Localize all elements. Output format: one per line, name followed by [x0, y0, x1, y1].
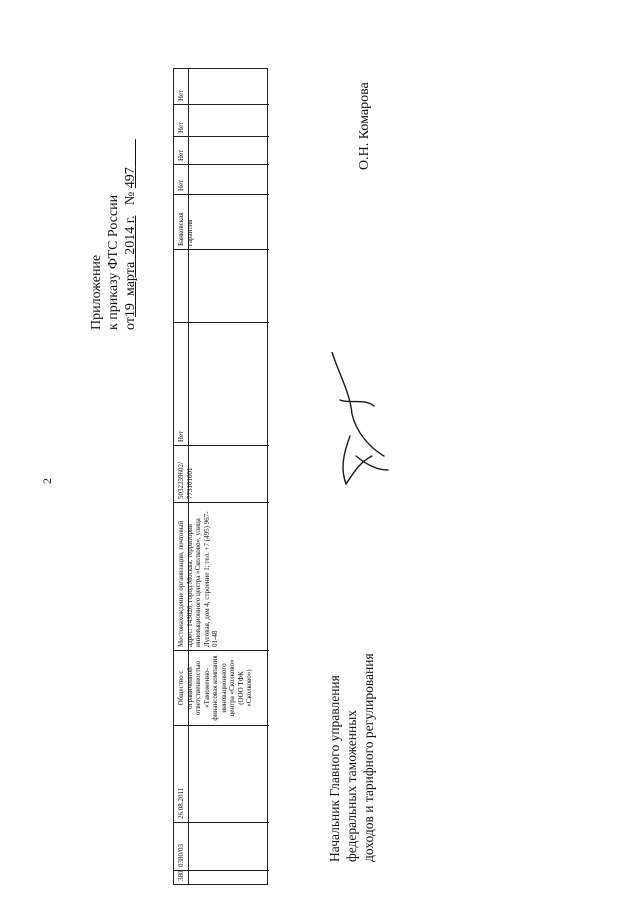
- signer-title-line3: доходов и тарифного регулирования: [361, 653, 376, 862]
- appendix-order-ref: к приказу ФТС России: [106, 194, 121, 330]
- order-month: марта: [123, 261, 138, 297]
- signer-title-line1: Начальник Главного управления: [327, 675, 342, 862]
- cell-address: Местонахождение организации, почтовый адрес: 143026, город Москва, территория инновационного центра «Сколково», улица Луговая, дом 4, строение 1; тел. +7 (495) 967-01-48: [174, 502, 269, 650]
- registry-table: [173, 68, 268, 885]
- appendix-header: [88, 139, 139, 330]
- cell-flag-1: Нет: [174, 164, 269, 194]
- cell-registry-number: 0380/03: [174, 822, 269, 870]
- order-year: 2014: [123, 226, 138, 255]
- cell-empty: [174, 249, 269, 322]
- cell-branches: Нет: [174, 322, 269, 445]
- appendix-date-line: от19 марта 2014 г. № 497: [123, 167, 138, 330]
- cell-flag-4: Нет: [177, 89, 185, 101]
- cell-flag-3: Нет: [174, 104, 269, 136]
- appendix-title: Приложение: [89, 254, 104, 330]
- signer-title-line2: федеральных таможенных: [344, 709, 359, 862]
- order-number: 497: [123, 167, 138, 189]
- cell-inn-kpp: 5032239602/ 773101001: [174, 445, 269, 502]
- order-day: 19: [123, 303, 138, 318]
- cell-security-type: Банковская гарантия: [174, 194, 269, 249]
- signer-name: О.Н. Комарова: [357, 82, 372, 170]
- cell-organization-name: Общество с ограниченной ответственностью «Таможенно-финансовая компания инновационного центра «Сколково» (ООО ТФК «Сколково»): [174, 650, 269, 725]
- handwritten-signature: [330, 352, 390, 487]
- signature-block: [326, 653, 377, 862]
- cell-row-number: 380: [174, 870, 269, 884]
- page-number: 2: [40, 478, 54, 484]
- cell-inclusion-date: 26.08.2011: [174, 725, 269, 822]
- cell-flag-2: Нет: [174, 136, 269, 164]
